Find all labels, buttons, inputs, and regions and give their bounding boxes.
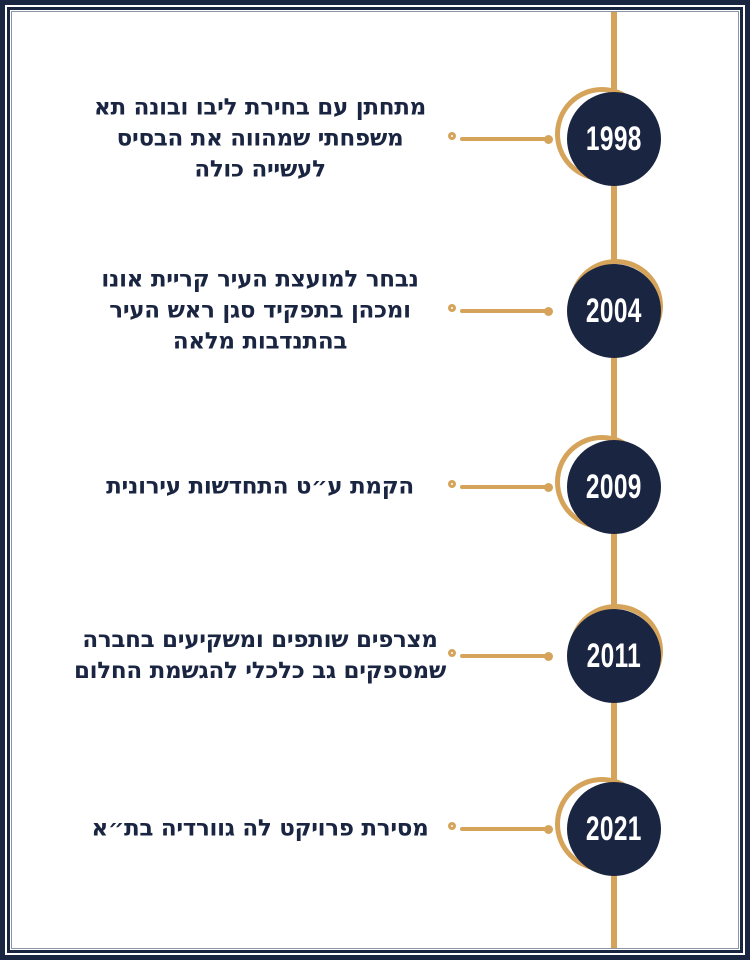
entry-text-line: מצרפים שותפים ומשקיעים בחברה	[82, 627, 438, 653]
connector-dot-icon	[544, 307, 553, 316]
entry-text	[55, 625, 465, 687]
connector-dot-icon	[544, 825, 553, 834]
connector-dot-icon	[544, 483, 553, 492]
entry-text	[55, 814, 465, 845]
entry-text-line: משפחתי שמהווה את הבסיס	[116, 125, 404, 152]
year-badge	[567, 440, 661, 534]
entry-text-line: מתחתן עם בחירת ליבו ובונה תא	[94, 94, 426, 121]
year-label: 2021	[586, 810, 642, 848]
connector-line	[460, 654, 547, 658]
entry-text-line: שמספקים גב כלכלי להגשמת החלום	[73, 658, 447, 684]
entry-text-line: הקמת ע״ט התחדשות עירונית	[106, 473, 414, 500]
connector-ring-icon	[448, 822, 456, 830]
year-badge	[567, 782, 661, 876]
entry-text	[55, 265, 465, 358]
connector-ring-icon	[448, 480, 456, 488]
year-label: 2009	[586, 468, 642, 506]
connector-line	[460, 827, 547, 831]
entry-text	[55, 93, 465, 186]
year-label: 1998	[586, 120, 642, 158]
entry-text-line: מסירת פרויקט לה גוורדיה בת״א	[91, 815, 429, 842]
connector-line	[460, 137, 547, 141]
entry-text-line: בהתנדבות מלאה	[172, 328, 348, 355]
entry-text	[55, 472, 465, 503]
connector-ring-icon	[448, 132, 456, 140]
entry-text-line: ומכהן בתפקיד סגן ראש העיר	[109, 297, 411, 324]
year-badge	[567, 264, 661, 358]
connector-dot-icon	[544, 135, 553, 144]
entry-text-line: לעשייה כולה	[194, 156, 326, 183]
connector-ring-icon	[448, 649, 456, 657]
year-label: 2011	[586, 637, 642, 675]
connector-dot-icon	[544, 652, 553, 661]
year-label: 2004	[586, 292, 642, 330]
year-badge	[567, 92, 661, 186]
connector-line	[460, 485, 547, 489]
year-badge	[567, 609, 661, 703]
entry-text-line: נבחר למועצת העיר קריית אונו	[101, 266, 419, 293]
connector-line	[460, 309, 547, 313]
connector-ring-icon	[448, 304, 456, 312]
